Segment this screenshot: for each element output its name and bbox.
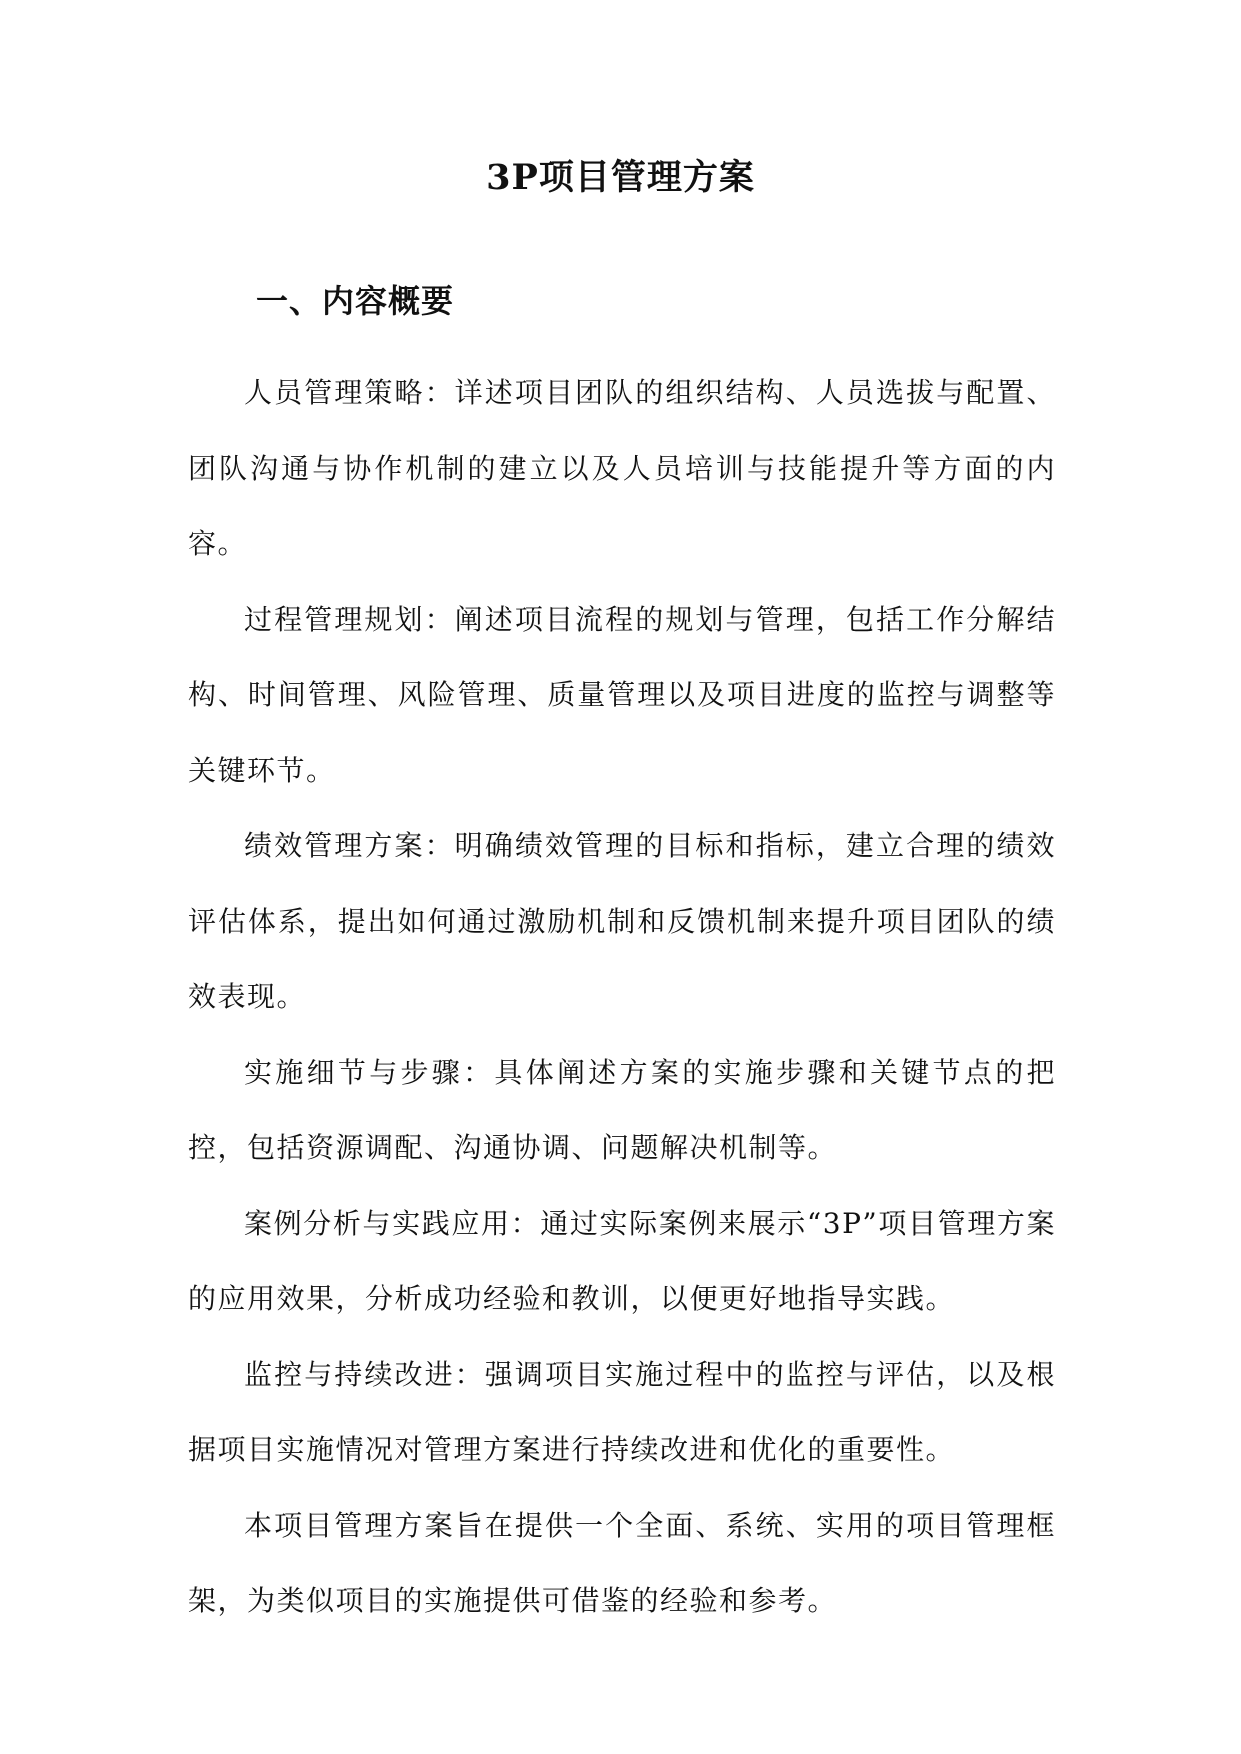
paragraph-monitoring-improvement: 监控与持续改进：强调项目实施过程中的监控与评估，以及根据项目实施情况对管理方案进行持续改进和优化的重要性。 bbox=[188, 1357, 1056, 1466]
section-heading: 一、内容概要 bbox=[256, 282, 455, 320]
document-title: 3P项目管理方案 bbox=[486, 157, 755, 198]
paragraph-process-management: 过程管理规划：阐述项目流程的规划与管理，包括工作分解结构、时间管理、风险管理、质量管理以及项目进度的监控与调整等关键环节。 bbox=[188, 602, 1056, 787]
document-body bbox=[188, 355, 1056, 1639]
paragraph-summary: 本项目管理方案旨在提供一个全面、系统、实用的项目管理框架，为类似项目的实施提供可借鉴的经验和参考。 bbox=[188, 1508, 1056, 1617]
paragraph-performance-management: 绩效管理方案：明确绩效管理的目标和指标，建立合理的绩效评估体系，提出如何通过激励机制和反馈机制来提升项目团队的绩效表现。 bbox=[188, 829, 1056, 1013]
paragraph-case-analysis: 案例分析与实践应用：通过实际案例来展示“3P”项目管理方案的应用效果，分析成功经验和教训，以便更好地指导实践。 bbox=[188, 1206, 1056, 1315]
paragraph-implementation-steps: 实施细节与步骤：具体阐述方案的实施步骤和关键节点的把控，包括资源调配、沟通协调、问题解决机制等。 bbox=[188, 1055, 1056, 1164]
paragraph-personnel-management: 人员管理策略：详述项目团队的组织结构、人员选拔与配置、团队沟通与协作机制的建立以及人员培训与技能提升等方面的内容。 bbox=[188, 376, 1056, 560]
